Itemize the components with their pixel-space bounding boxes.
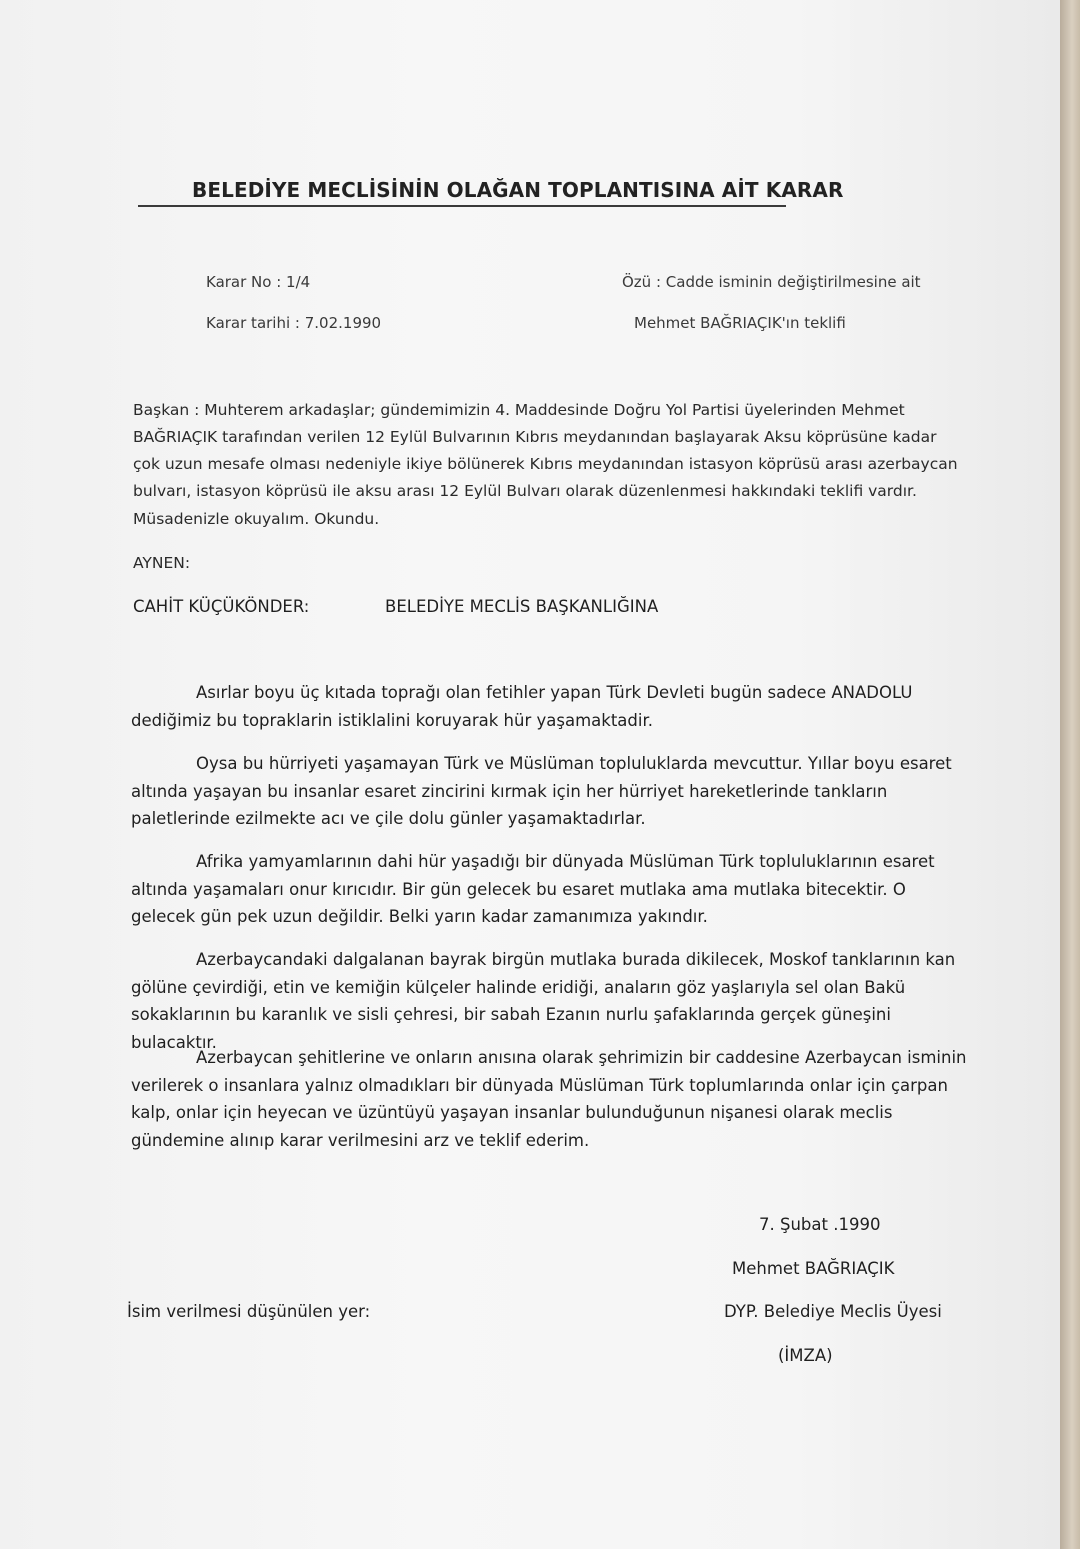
signature-mark: (İMZA) [778,1346,833,1365]
signature-date: 7. Şubat .1990 [759,1215,881,1234]
karar-tarihi: Karar tarihi : 7.02.1990 [206,314,382,332]
place-label: İsim verilmesi düşünülen yer: [127,1302,371,1321]
body-paragraph: Afrika yamyamlarının dahi hür yaşadığı bir dünyada Müslüman Türk topluluklarının esaret altında yaşamaları onur kırıcıdır. Bir gün gelecek bu esaret mutlaka ama mutlaka bitecektir. O gelecek gün pek uzun değildir. Belki yarın kadar zamanımıza yakındır. [131,852,935,926]
document-title: BELEDİYE MECLİSİNİN OLAĞAN TOPLANTISINA AİT KARAR [192,178,844,202]
body-paragraph: Asırlar boyu üç kıtada toprağı olan fetihler yapan Türk Devleti bugün sadece ANADOLU dediğimiz bu topraklarin istiklalini koruyarak hür yaşamaktadir. [131,683,913,730]
table-edge [1060,0,1080,1549]
signer-name: Mehmet BAĞRIAÇIK [732,1259,895,1278]
recipient: BELEDİYE MECLİS BAŞKANLIĞINA [385,597,659,616]
baskan-line: BAĞRIAÇIK tarafından verilen 12 Eylül Bulvarının Kıbrıs meydanından başlayarak Aksu köprüsüne kadar [133,428,937,446]
signer-title: DYP. Belediye Meclis Üyesi [724,1302,942,1321]
baskan-line: bulvarı, istasyon köprüsü ile aksu arası 12 Eylül Bulvarı olarak düzenlenmesi hakkındaki teklifi vardır. [133,482,917,500]
body-paragraph: Oysa bu hürriyeti yaşamayan Türk ve Müslüman topluluklarda mevcuttur. Yıllar boyu esaret altında yaşayan bu insanlar esaret zincirini kırmak için her hürriyet hareketlerinde tankların paletlerinde ezilmekte acı ve çile dolu günler yaşamaktadırlar. [131,754,952,828]
sender-name: CAHİT KÜÇÜKÖNDER: [133,597,310,616]
title-underline [138,205,786,207]
body-paragraph: Azerbaycan şehitlerine ve onların anısına olarak şehrimizin bir caddesine Azerbaycan isminin verilerek o insanlara yalnız olmadıkları bir dünyada Müslüman Türk toplumlarında onlar için çarpan kalp, onlar için heyecan ve üzüntüyü yaşayan insanlar bulunduğunun nişanesi olarak meclis gündemine alınıp karar verilmesini arz ve teklif ederim. [131,1048,967,1150]
baskan-line: çok uzun mesafe olması nedeniyle ikiye bölünerek Kıbrıs meydanından istasyon köprüsü arası azerbaycan [133,455,958,473]
baskan-line: Müsadenizle okuyalım. Okundu. [133,510,380,528]
ozu: Özü : Cadde isminin değiştirilmesine ait [622,273,921,291]
karar-no: Karar No : 1/4 [206,273,311,291]
body-paragraph: Azerbaycandaki dalgalanan bayrak birgün mutlaka burada dikilecek, Moskof tanklarının kan gölüne çevirdiği, etin ve kemiğin külçeler halinde eridiği, anaların göz yaşlarıyla sel olan Bakü sokaklarının bu karanlık ve sisli çehresi, bir sabah Ezanın nurlu şafaklarında gerçek güneşini bulacaktır. [131,950,956,1052]
teklif-sahibi: Mehmet BAĞRIAÇIK'ın teklifi [634,314,846,332]
aynen-label: AYNEN: [133,554,191,572]
baskan-line: Başkan : Muhterem arkadaşlar; gündemimizin 4. Maddesinde Doğru Yol Partisi üyelerinden Mehmet [133,401,905,419]
